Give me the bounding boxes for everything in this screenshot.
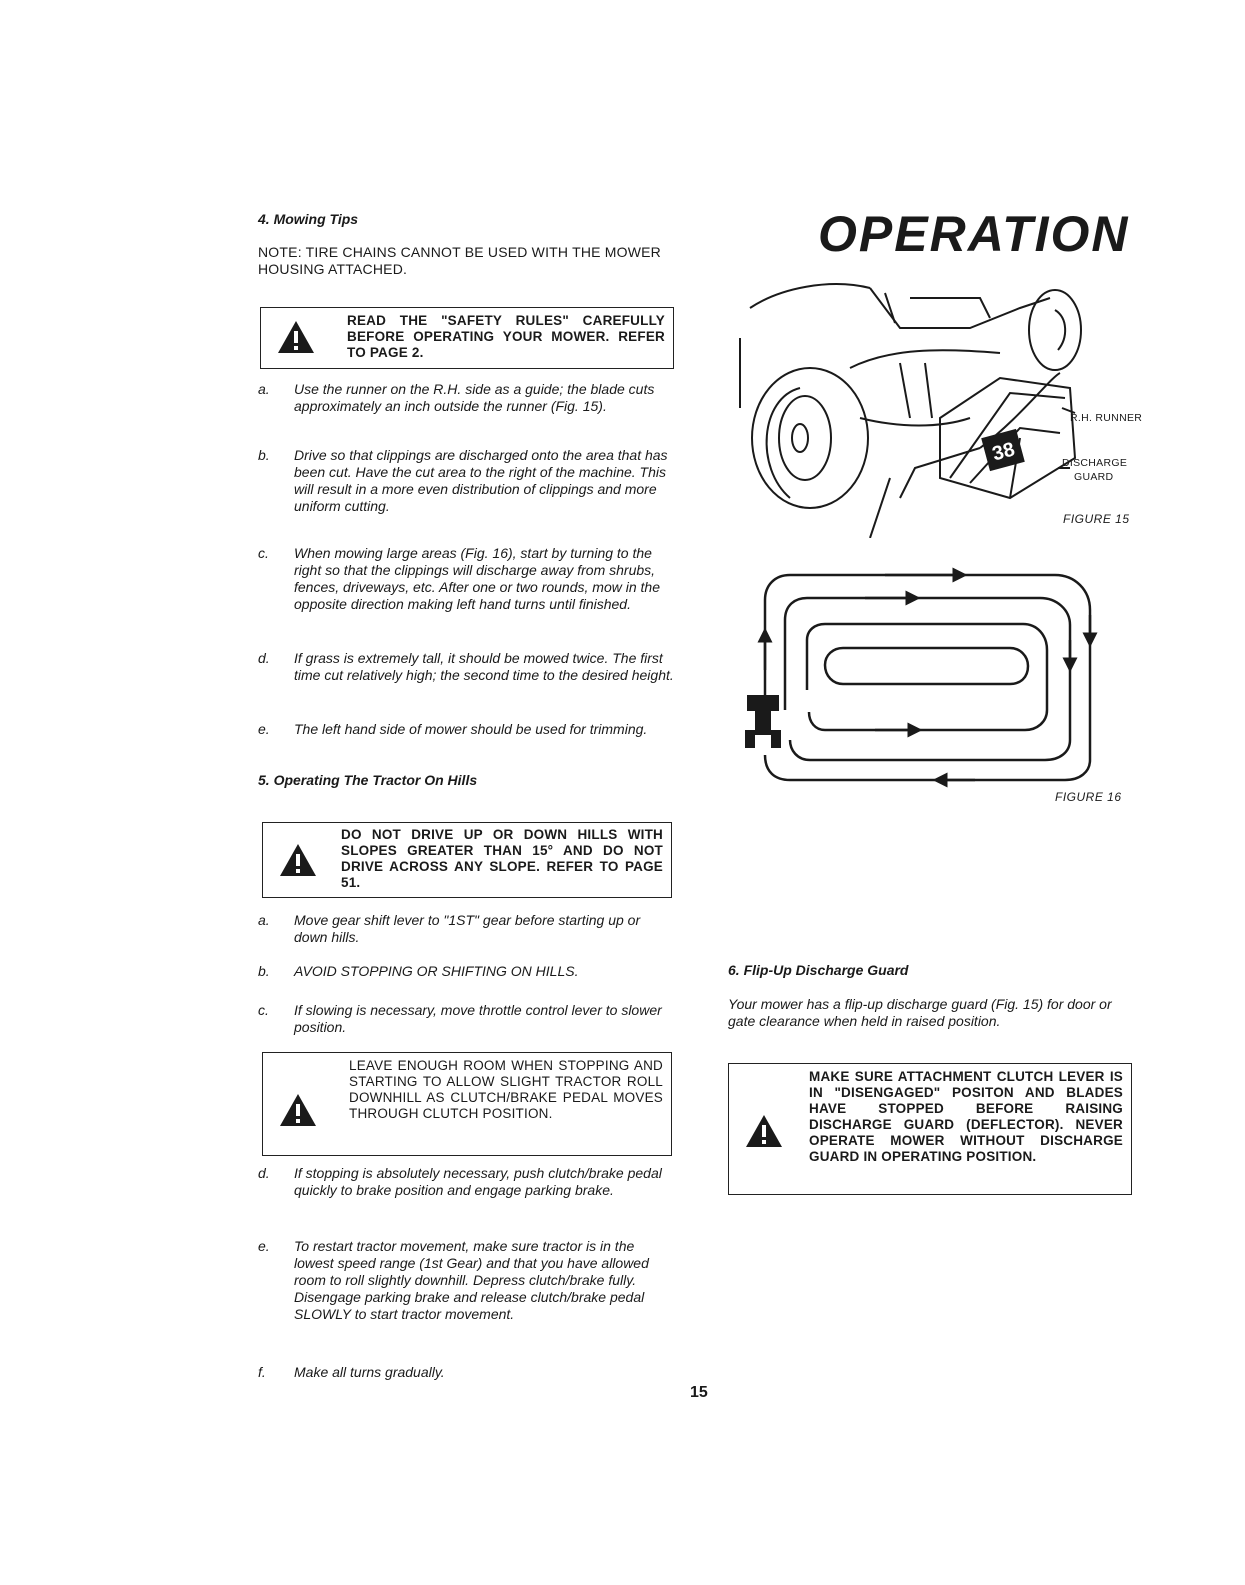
hill-tip-e-text: To restart tractor movement, make sure tractor is in the lowest speed range (1st Gear) and that you have allowed room to roll slightly downhill. Depress clutch/brake fully. Disengage parking brake and release clutch/brake pedal SLOWLY to start tractor movement. [294, 1238, 649, 1322]
tip-c [258, 545, 674, 613]
tip-a [258, 381, 674, 415]
hill-tip-d [258, 1165, 674, 1199]
warning-triangle-icon [279, 1093, 317, 1127]
hill-tip-a [258, 912, 674, 946]
deck-size-badge-text: 38 [989, 438, 1018, 466]
warning-triangle-icon [277, 320, 315, 354]
tip-e [258, 721, 674, 738]
discharge-label-line2: GUARD [1074, 471, 1114, 483]
hill-tip-c-text: If slowing is necessary, move throttle control lever to slower position. [294, 1002, 662, 1035]
hills-heading: 5. Operating The Tractor On Hills [258, 772, 478, 788]
hill-tip-f-text: Make all turns gradually. [294, 1364, 445, 1380]
attachment-clutch-warning-text: MAKE SURE ATTACHMENT CLUTCH LEVER IS IN "DISENGAGED" POSITON AND BLADES HAVE STOPPED BEFORE RAISING DISCHARGE GUARD (DEFLECTOR). NEVER OPERATE MOWER WITHOUT DISCHARGE GUARD IN OPERATING POSITION. [809, 1069, 1123, 1164]
hill-tip-b-text: AVOID STOPPING OR SHIFTING ON HILLS. [294, 963, 579, 979]
attachment-clutch-warning [728, 1063, 1132, 1195]
hill-tip-b-label: b. [258, 963, 270, 979]
tip-e-label: e. [258, 721, 270, 737]
warning-triangle-icon [745, 1114, 783, 1148]
tip-d-text: If grass is extremely tall, it should be mowed twice. The first time cut relatively high; the second time to the desired height. [294, 650, 674, 683]
tip-b [258, 447, 674, 515]
tip-d [258, 650, 674, 684]
tractor-icon [745, 695, 781, 748]
flipup-text: Your mower has a flip-up discharge guard (Fig. 15) for door or gate clearance when held in raised position. [728, 996, 1112, 1029]
tip-a-label: a. [258, 381, 270, 397]
figure-16-mowing-pattern-diagram [745, 560, 1115, 790]
hill-tip-c-label: c. [258, 1002, 269, 1018]
hill-tip-a-label: a. [258, 912, 270, 928]
hill-tip-f-label: f. [258, 1364, 266, 1380]
figure-15-caption: FIGURE 15 [1063, 512, 1130, 526]
hill-tip-e-label: e. [258, 1238, 270, 1254]
safety-rules-warning [260, 307, 674, 369]
tire-chains-note: NOTE: TIRE CHAINS CANNOT BE USED WITH THE MOWER HOUSING ATTACHED. [258, 244, 661, 277]
figure-16-caption: FIGURE 16 [1055, 790, 1122, 804]
tip-b-text: Drive so that clippings are discharged onto the area that has been cut. Have the cut area to the right of the machine. This will result in a more even distribution of clippings and more uniform cutting. [294, 447, 668, 514]
figure-15-mower-illustration [720, 268, 1143, 538]
hill-tip-b [258, 963, 674, 980]
mowing-tips-heading: 4. Mowing Tips [258, 211, 359, 227]
page-title: OPERATION [818, 206, 1130, 262]
slope-warning-text: DO NOT DRIVE UP OR DOWN HILLS WITH SLOPES GREATER THAN 15° AND DO NOT DRIVE ACROSS ANY SLOPE. REFER TO PAGE 51. [341, 827, 663, 890]
safety-rules-warning-text: READ THE "SAFETY RULES" CAREFULLY BEFORE OPERATING YOUR MOWER. REFER TO PAGE 2. [347, 313, 665, 360]
page-number: 15 [690, 1384, 708, 1401]
warning-triangle-icon [279, 843, 317, 877]
tip-c-label: c. [258, 545, 269, 561]
tip-e-text: The left hand side of mower should be used for trimming. [294, 721, 648, 737]
tip-d-label: d. [258, 650, 270, 666]
rh-runner-label: R.H. RUNNER [1070, 412, 1143, 424]
hill-tip-f [258, 1364, 674, 1381]
tip-a-text: Use the runner on the R.H. side as a guide; the blade cuts approximately an inch outside the runner (Fig. 15). [294, 381, 655, 414]
flipup-heading: 6. Flip-Up Discharge Guard [728, 962, 909, 978]
rollback-warning [262, 1052, 672, 1156]
rollback-warning-text: LEAVE ENOUGH ROOM WHEN STOPPING AND STARTING TO ALLOW SLIGHT TRACTOR ROLL DOWNHILL AS CLUTCH/BRAKE PEDAL MOVES THROUGH CLUTCH POSITION. [349, 1058, 663, 1121]
hill-tip-c [258, 1002, 674, 1036]
hill-tip-a-text: Move gear shift lever to "1ST" gear before starting up or down hills. [294, 912, 641, 945]
tip-b-label: b. [258, 447, 270, 463]
slope-warning [262, 822, 672, 898]
tip-c-text: When mowing large areas (Fig. 16), start by turning to the right so that the clippings will discharge away from shrubs, fences, driveways, etc. After one or two rounds, mow in the opposite direction making left hand turns until finished. [294, 545, 660, 612]
hill-tip-d-text: If stopping is absolutely necessary, push clutch/brake pedal quickly to brake position and engage parking brake. [294, 1165, 662, 1198]
discharge-label-line1: DISCHARGE [1062, 457, 1128, 469]
hill-tip-e [258, 1238, 674, 1323]
hill-tip-d-label: d. [258, 1165, 270, 1181]
